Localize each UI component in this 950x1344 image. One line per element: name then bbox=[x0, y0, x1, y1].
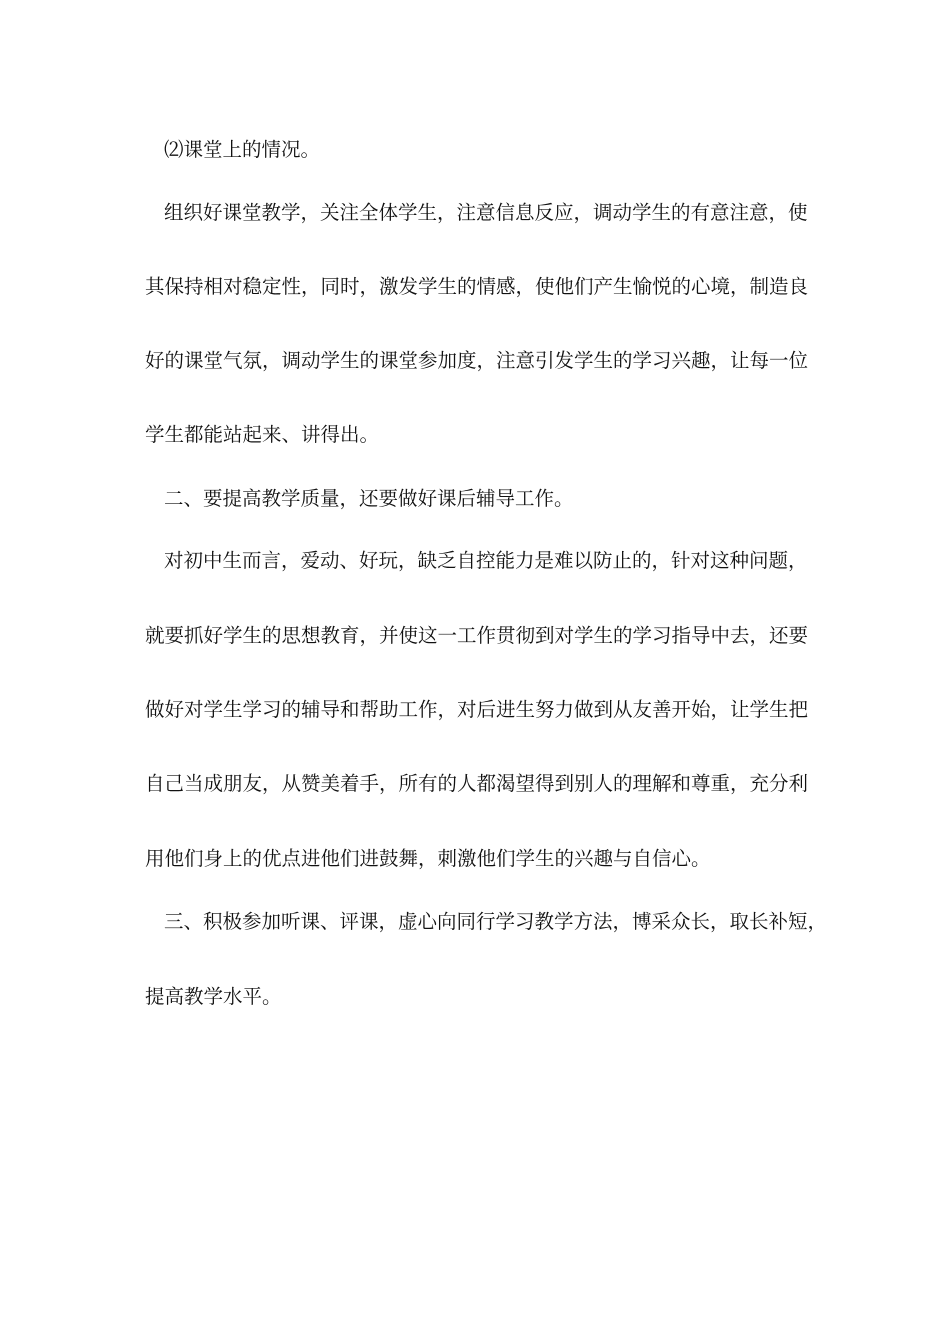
paragraph-line: 好的课堂气氛，调动学生的课堂参加度，注意引发学生的学习兴趣，让每一位 bbox=[145, 349, 809, 372]
section-heading-two: 二、要提高教学质量，还要做好课后辅导工作。 bbox=[164, 487, 574, 510]
subheading-classroom: ⑵课堂上的情况。 bbox=[164, 138, 321, 161]
paragraph-line: 用他们身上的优点进他们进鼓舞，刺激他们学生的兴趣与自信心。 bbox=[145, 847, 711, 870]
paragraph-line: 自己当成朋友，从赞美着手，所有的人都渴望得到别人的理解和尊重，充分利 bbox=[145, 772, 809, 795]
paragraph-line: 学生都能站起来、讲得出。 bbox=[145, 423, 380, 446]
paragraph-line: 就要抓好学生的思想教育，并使这一工作贯彻到对学生的学习指导中去，还要 bbox=[145, 624, 809, 647]
paragraph-line: 对初中生而言，爱动、好玩，缺乏自控能力是难以防止的，针对这种问题， bbox=[164, 549, 808, 572]
paragraph-line: 做好对学生学习的辅导和帮助工作，对后进生努力做到从友善开始，让学生把 bbox=[145, 698, 809, 721]
section-heading-three: 三、积极参加听课、评课，虚心向同行学习教学方法，博采众长，取长补短， bbox=[164, 910, 828, 933]
paragraph-line: 提高教学水平。 bbox=[145, 985, 282, 1008]
paragraph-line: 其保持相对稳定性，同时，激发学生的情感，使他们产生愉悦的心境，制造良 bbox=[145, 275, 809, 298]
paragraph-line: 组织好课堂教学，关注全体学生，注意信息反应，调动学生的有意注意，使 bbox=[164, 201, 808, 224]
